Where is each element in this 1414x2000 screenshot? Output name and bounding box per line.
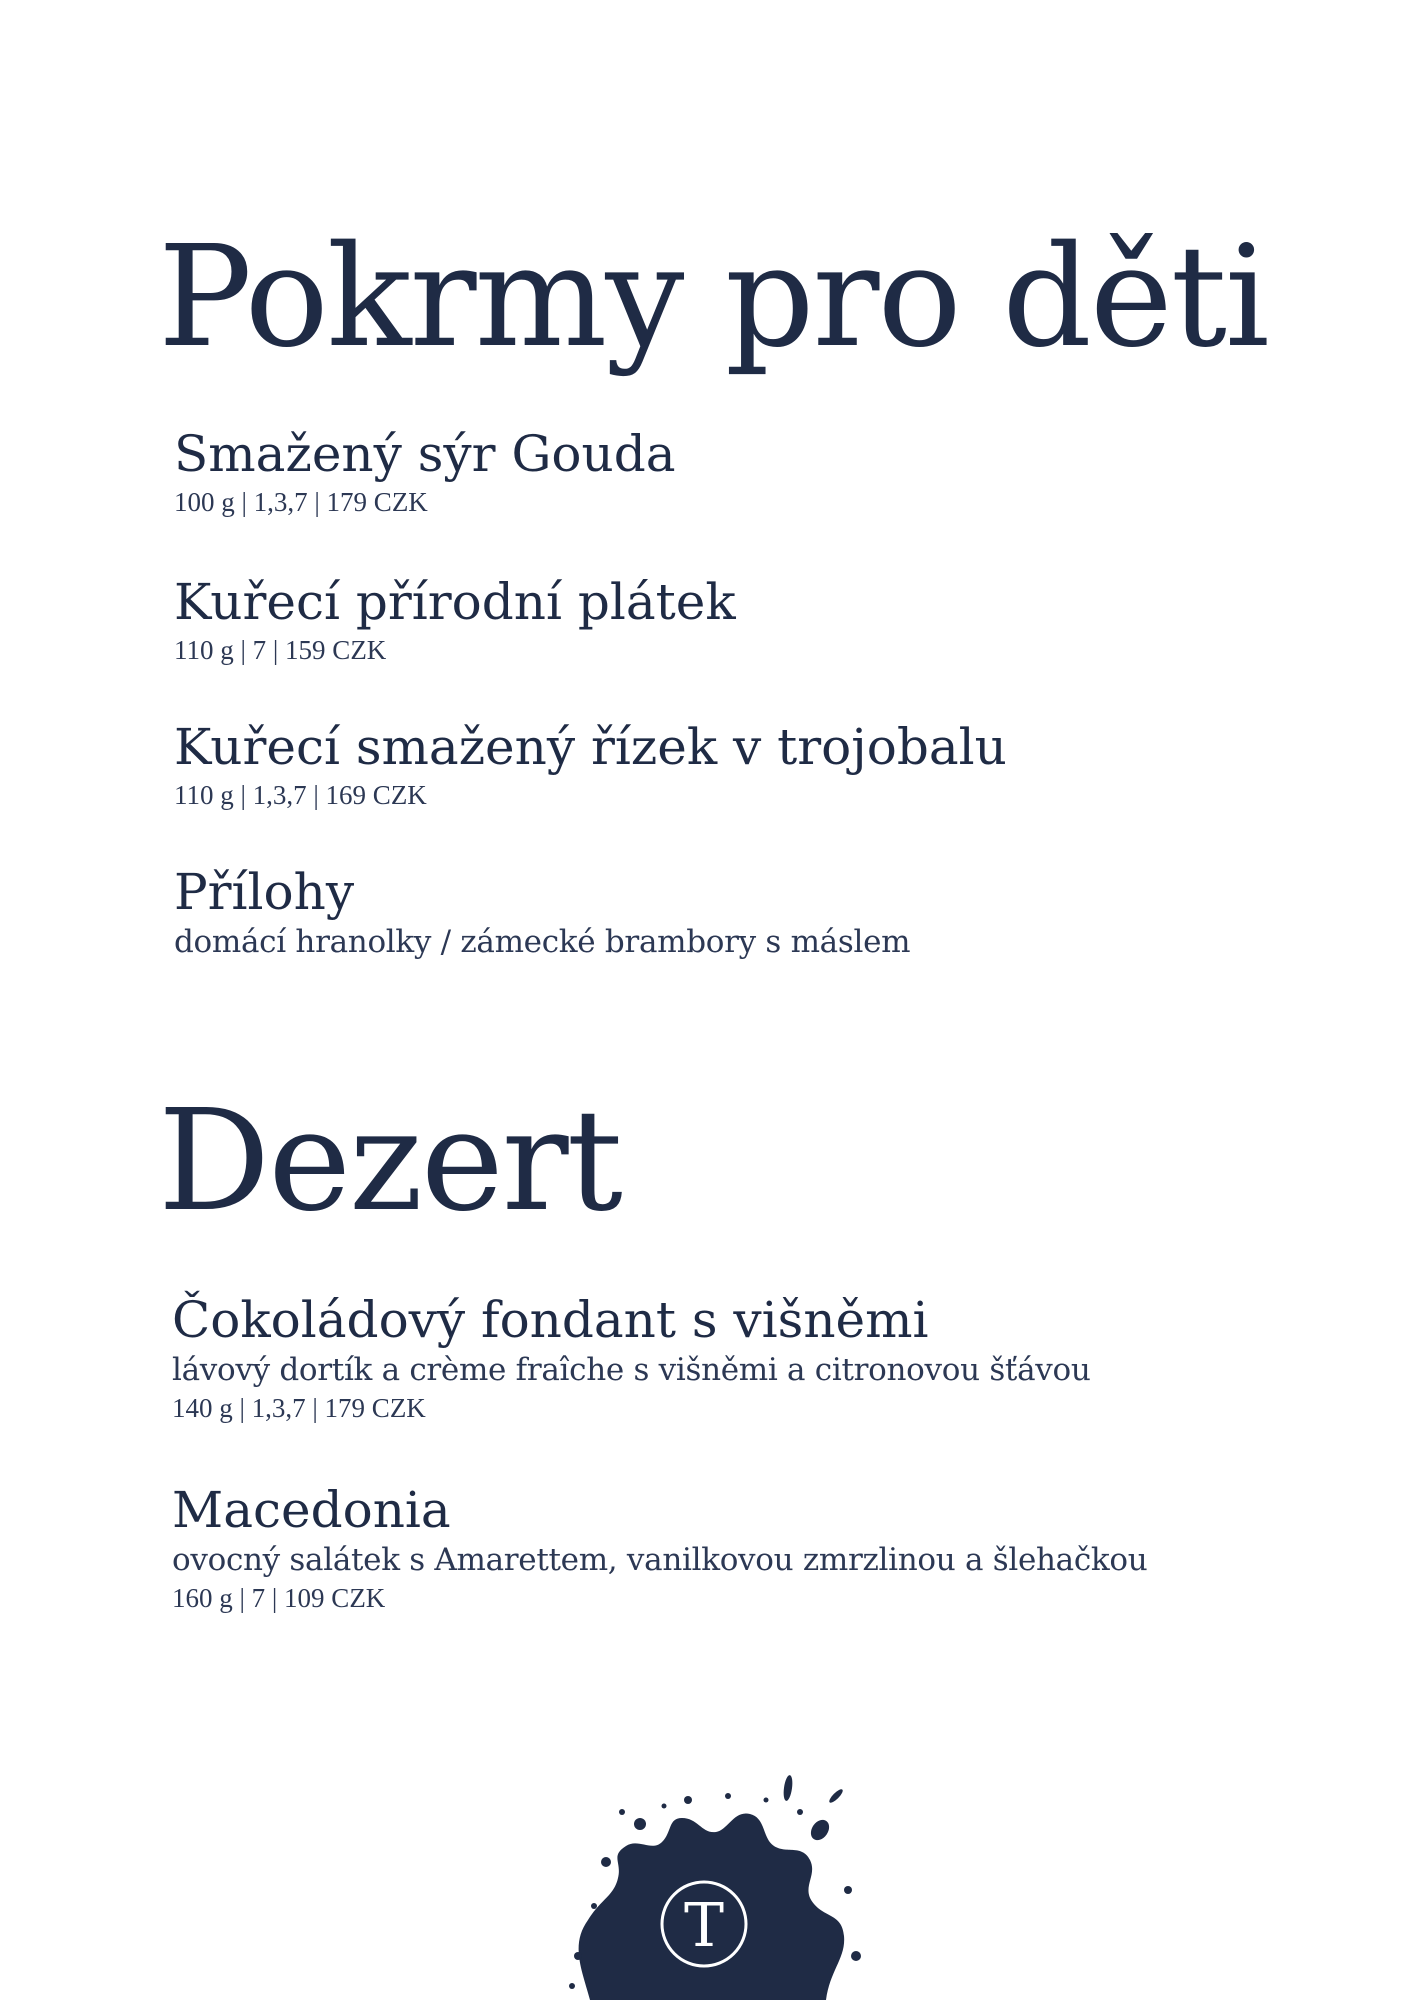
menu-item-smazeny-syr	[174, 424, 676, 520]
restaurant-logo	[530, 1760, 870, 2000]
menu-item-prilohy	[174, 862, 910, 962]
item-name: Kuřecí smažený řízek v trojobalu	[174, 718, 1007, 776]
item-description: ovocný salátek s Amarettem, vanilkovou zmrzlinou a šlehačkou	[172, 1542, 1148, 1578]
item-name: Kuřecí přírodní plátek	[174, 573, 736, 631]
menu-item-kureci-platek	[174, 572, 736, 668]
item-meta: 110 g | 7 | 159 CZK	[174, 635, 387, 665]
item-name: Čokoládový fondant s višněmi	[172, 1291, 929, 1349]
dessert-section-title: Dezert	[158, 1080, 621, 1243]
item-name: Macedonia	[172, 1481, 451, 1539]
menu-item-macedonia	[172, 1480, 1147, 1616]
item-description: lávový dortík a crème fraîche s višněmi a citronovou šťávou	[172, 1352, 1091, 1388]
item-meta: 110 g | 1,3,7 | 169 CZK	[174, 780, 427, 810]
item-name: Přílohy	[174, 863, 355, 921]
item-meta: 100 g | 1,3,7 | 179 CZK	[174, 487, 428, 517]
item-meta: 140 g | 1,3,7 | 179 CZK	[172, 1393, 426, 1423]
item-description: domácí hranolky / zámecké brambory s máslem	[174, 924, 911, 960]
kids-section-title: Pokrmy pro děti	[158, 216, 1268, 379]
item-name: Smažený sýr Gouda	[174, 425, 676, 483]
menu-item-kureci-rizek	[174, 717, 1007, 813]
item-meta: 160 g | 7 | 109 CZK	[172, 1583, 386, 1613]
logo-letter: T	[683, 1891, 725, 1961]
menu-item-fondant	[172, 1290, 1091, 1426]
ink-splash-icon	[569, 1775, 861, 2000]
